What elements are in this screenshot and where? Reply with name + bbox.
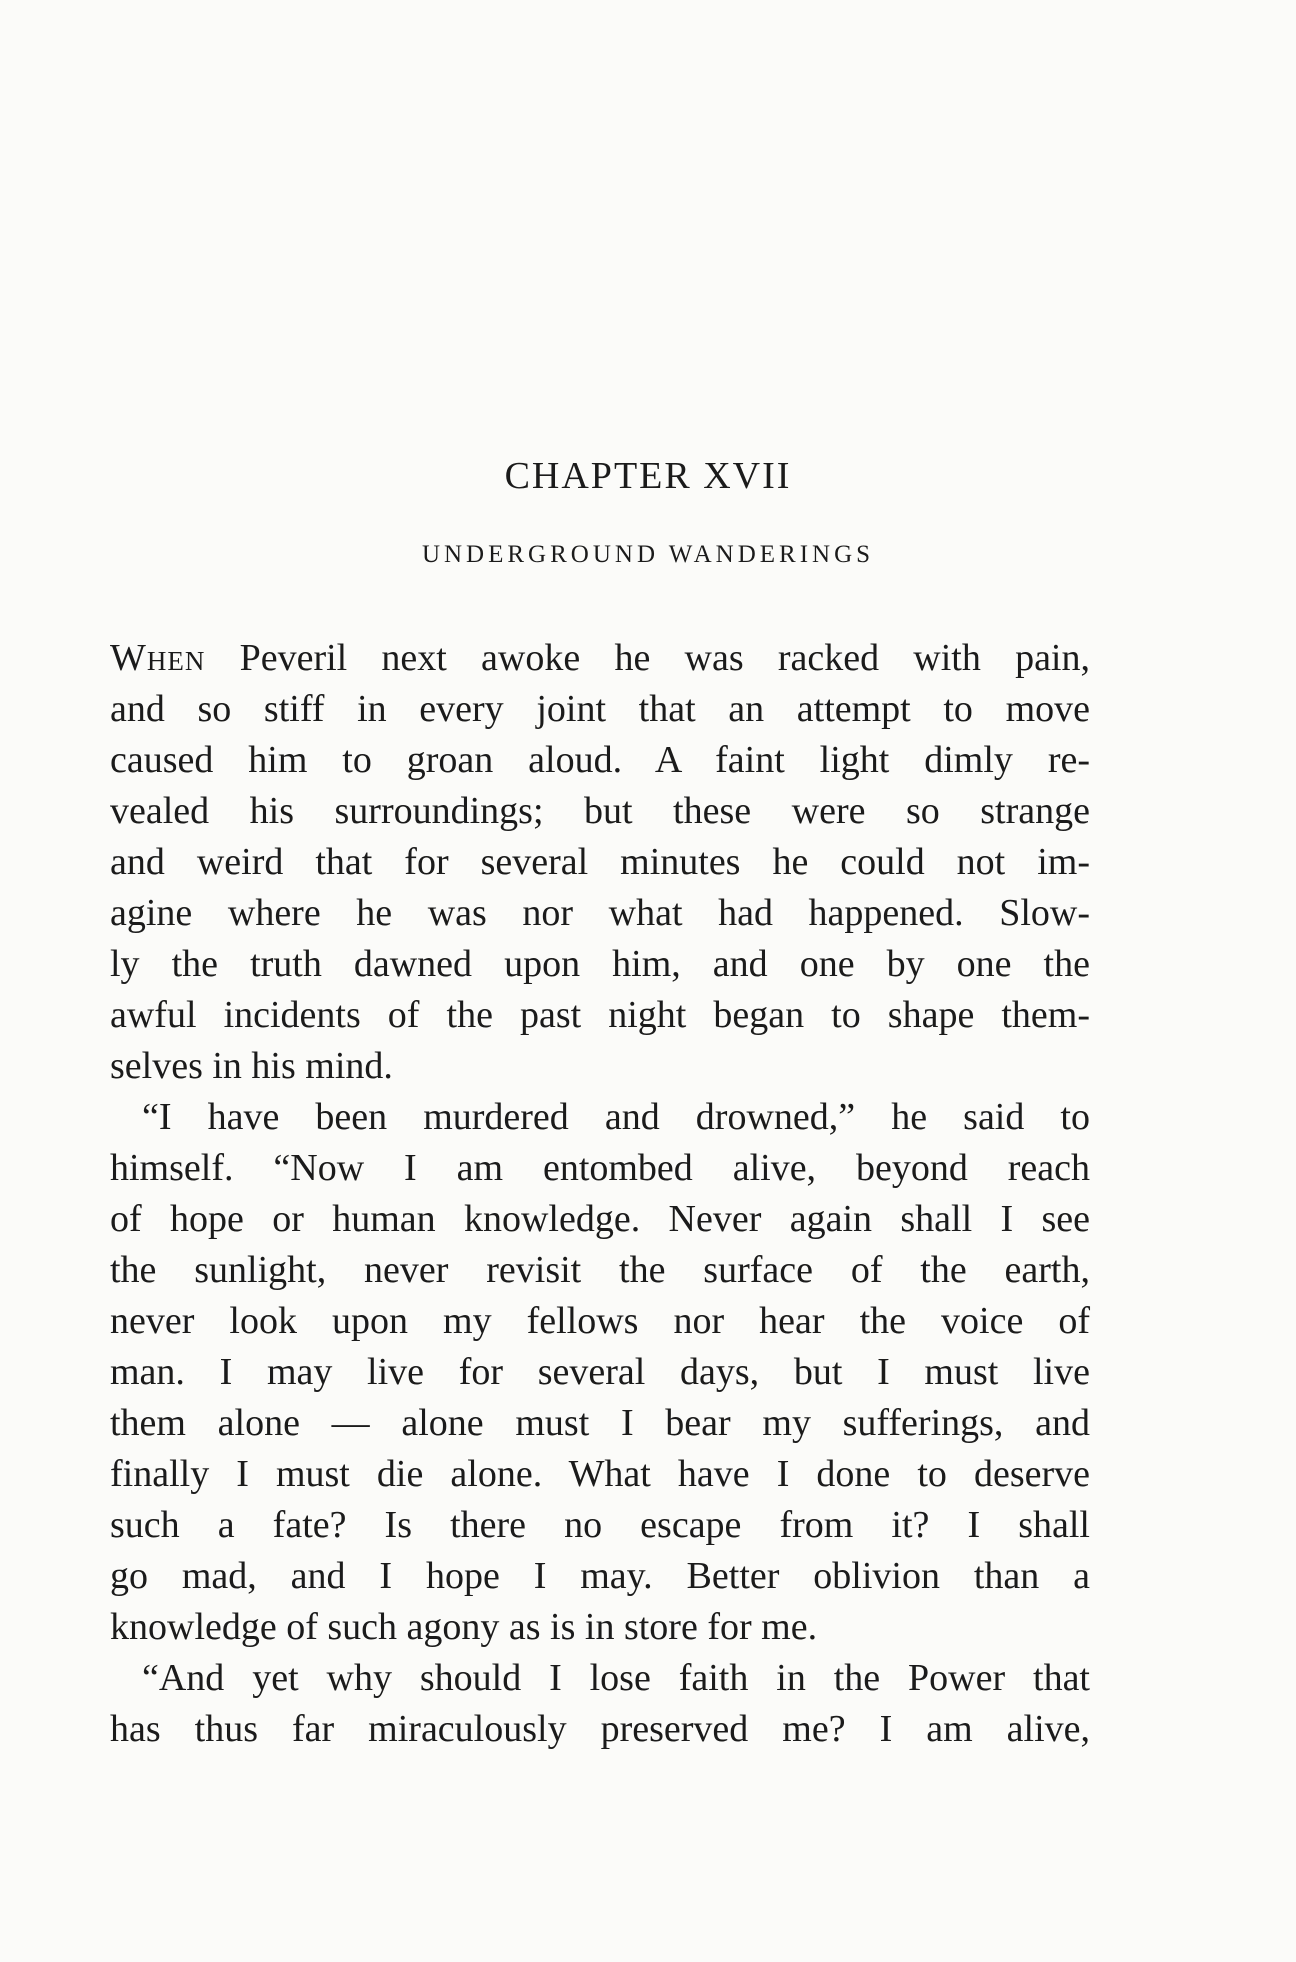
text-line: ly the truth dawned upon him, and one by one the — [110, 943, 1090, 985]
text-line: “And yet why should I lose faith in the Power that — [142, 1657, 1090, 1699]
text-line: caused him to groan aloud. A faint light dimly re- — [110, 739, 1090, 781]
lead-word: When — [110, 637, 206, 679]
text-line: knowledge of such agony as is in store for me. — [110, 1606, 818, 1648]
text-line: and weird that for several minutes he could not im- — [110, 841, 1090, 883]
text-line: of hope or human knowledge. Never again shall I see — [110, 1198, 1090, 1240]
text-line: such a fate? Is there no escape from it? I shall — [110, 1504, 1090, 1546]
chapter-title: UNDERGROUND WANDERINGS — [421, 541, 875, 568]
text-line: has thus far miraculously preserved me? I am alive, — [110, 1708, 1090, 1750]
text-line: finally I must die alone. What have I done to deserve — [110, 1453, 1090, 1495]
text-line: awful incidents of the past night began to shape them- — [110, 994, 1090, 1036]
text-line: man. I may live for several days, but I must live — [110, 1351, 1090, 1393]
text-line: and so stiff in every joint that an attempt to move — [110, 688, 1090, 730]
chapter-number: CHAPTER XVII — [504, 455, 792, 497]
text-line: When Peveril next awoke he was racked with pain, — [110, 637, 1090, 679]
text-line: “I have been murdered and drowned,” he said to — [142, 1096, 1090, 1138]
text-line: agine where he was nor what had happened. Slow- — [110, 892, 1090, 934]
text-line: never look upon my fellows nor hear the voice of — [110, 1300, 1090, 1342]
text-line: selves in his mind. — [110, 1045, 393, 1087]
text-line: the sunlight, never revisit the surface of the earth, — [110, 1249, 1090, 1291]
text-line: go mad, and I hope I may. Better oblivion than a — [110, 1555, 1090, 1597]
text-line: vealed his surroundings; but these were so strange — [110, 790, 1090, 832]
text-line: himself. “Now I am entombed alive, beyond reach — [110, 1147, 1090, 1189]
text-line: them alone — alone must I bear my sufferings, and — [110, 1402, 1090, 1444]
